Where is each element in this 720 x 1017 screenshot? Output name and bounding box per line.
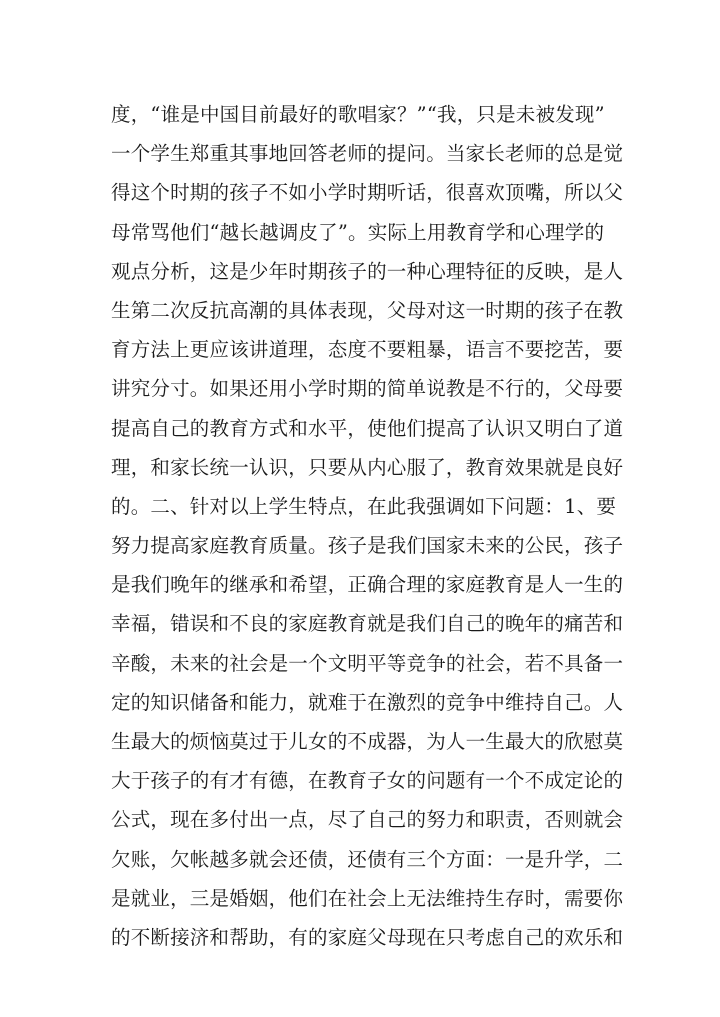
- text-line: 育方法上更应该讲道理，态度不要粗暴，语言不要挖苦，要: [111, 338, 624, 362]
- text-line: 理，和家长统一认识，只要从内心服了，教育效果就是良好: [111, 455, 624, 479]
- text-line: 得这个时期的孩子不如小学时期听话，很喜欢顶嘴，所以父: [111, 181, 624, 205]
- text-line: 公式，现在多付出一点，尽了自己的努力和职责，否则就会: [111, 808, 624, 832]
- text-line: 欠账，欠帐越多就会还债，还债有三个方面：一是升学，二: [111, 847, 624, 871]
- text-line: 母常骂他们“越长越调皮了”。实际上用教育学和心理学的: [111, 220, 605, 244]
- text-line: 的。二、针对以上学生特点，在此我强调如下问题：1、要: [111, 494, 617, 518]
- text-line: 生第二次反抗高潮的具体表现，父母对这一时期的孩子在教: [111, 298, 624, 322]
- text-line: 观点分析，这是少年时期孩子的一种心理特征的反映，是人: [111, 259, 624, 283]
- text-line: 是就业，三是婚姻，他们在社会上无法维持生存时，需要你: [111, 886, 624, 910]
- text-line: 是我们晚年的继承和希望，正确合理的家庭教育是人一生的: [111, 573, 624, 597]
- text-line: 努力提高家庭教育质量。孩子是我们国家未来的公民，孩子: [111, 534, 624, 558]
- text-line: 提高自己的教育方式和水平，使他们提高了认识又明白了道: [111, 416, 624, 440]
- text-line: 大于孩子的有才有德，在教育子女的问题有一个不成定论的: [111, 769, 624, 793]
- text-line: 生最大的烦恼莫过于儿女的不成器，为人一生最大的欣慰莫: [111, 730, 624, 753]
- text-line: 定的知识储备和能力，就难于在激烈的竞争中维持自己。人: [111, 690, 624, 714]
- text-line: 度，“谁是中国目前最好的歌唱家？”“我，只是未被发现”: [111, 103, 605, 126]
- text-line: 幸福，错误和不良的家庭教育就是我们自己的晚年的痛苦和: [111, 612, 624, 636]
- text-line: 辛酸，未来的社会是一个文明平等竞争的社会，若不具备一: [111, 651, 624, 675]
- text-line: 的不断接济和帮助，有的家庭父母现在只考虑自己的欢乐和: [111, 925, 624, 949]
- text-line: 讲究分寸。如果还用小学时期的简单说教是不行的，父母要: [111, 377, 624, 401]
- text-line: 一个学生郑重其事地回答老师的提问。当家长老师的总是觉: [111, 142, 624, 166]
- body-text: [111, 95, 631, 957]
